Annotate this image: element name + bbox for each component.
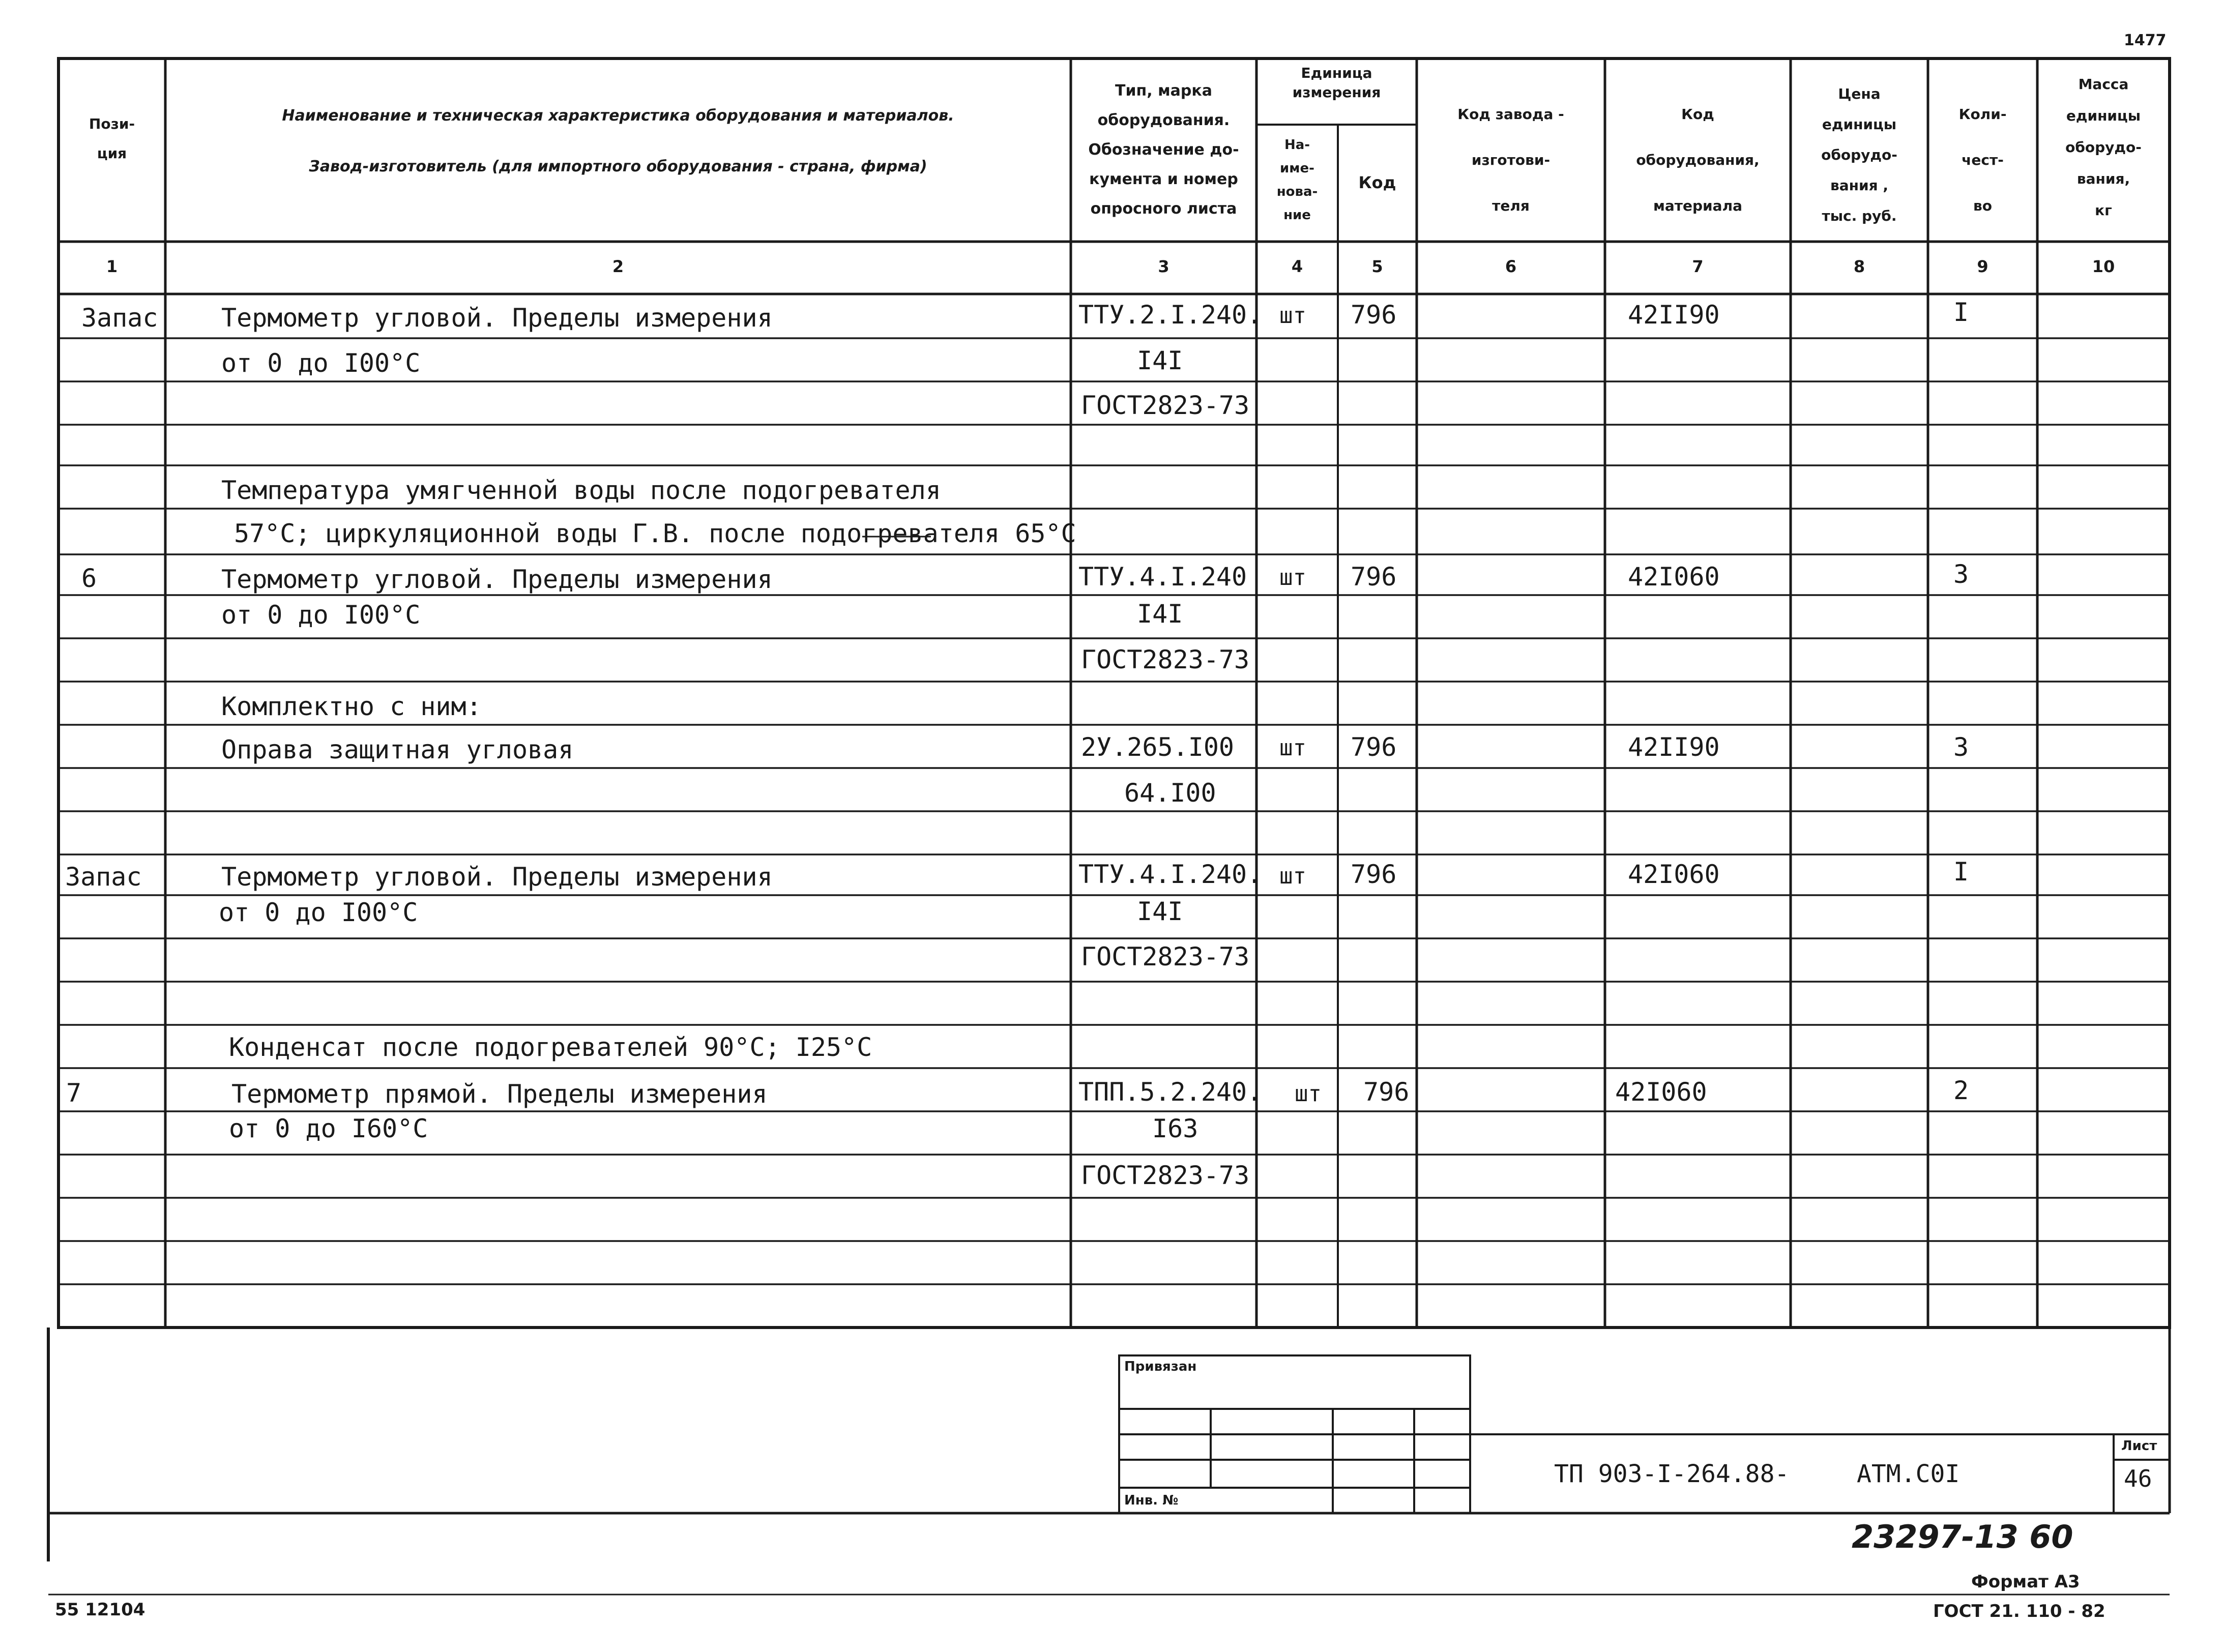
print-code: 55 12104	[55, 1600, 145, 1620]
type-cell: ТПП.5.2.240.	[1078, 1077, 1263, 1107]
position-cell: 6	[81, 564, 97, 593]
type-cell: ГОСТ2823-73	[1081, 942, 1250, 971]
equipment-code-cell: 42I060	[1628, 562, 1720, 592]
type-cell: ГОСТ2823-73	[1081, 645, 1250, 674]
type-cell: 64.I00	[1124, 778, 1216, 808]
type-cell: I4I	[1137, 599, 1183, 629]
quantity-cell: 3	[1953, 732, 1969, 762]
equipment-code-cell: 42II90	[1628, 732, 1720, 762]
header-unit-group: Единица измерения	[1292, 65, 1381, 101]
quantity-cell: I	[1953, 857, 1969, 887]
header-col7: Код оборудования, материала	[1636, 106, 1760, 214]
type-cell: ГОСТ2823-73	[1081, 391, 1250, 420]
type-cell: ТТУ.4.I.240	[1078, 562, 1247, 592]
header-col2-line2: Завод-изготовитель (для импортного оборудования - страна, фирма)	[309, 158, 927, 175]
quantity-cell: I	[1953, 298, 1969, 327]
column-number: 10	[2092, 257, 2115, 276]
header-col1: Пози- ция	[89, 115, 135, 162]
name-cell: Оправа защитная угловая	[221, 735, 574, 764]
position-cell: Запас	[81, 303, 158, 333]
unit-code-cell: 796	[1363, 1077, 1410, 1107]
header-col10: Масса единицы оборудо- вания, кг	[2065, 76, 2142, 219]
name-cell: Термометр угловой. Пределы измерения	[221, 565, 773, 594]
header-col4: На- име- нова- ние	[1276, 137, 1318, 223]
gost-label: ГОСТ 21. 110 - 82	[1933, 1601, 2105, 1621]
unit-cell: шт	[1279, 735, 1306, 761]
name-cell: Термометр угловой. Пределы измерения	[221, 862, 773, 892]
column-number: 7	[1692, 257, 1704, 276]
equipment-code-cell: 42I060	[1628, 860, 1720, 889]
position-cell: 7	[66, 1078, 82, 1108]
unit-code-cell: 796	[1351, 860, 1397, 889]
sheet-label: Лист	[2121, 1438, 2157, 1454]
column-number: 5	[1371, 257, 1383, 276]
quantity-cell: 2	[1953, 1076, 1969, 1105]
type-cell: ТТУ.4.I.240.	[1078, 860, 1263, 889]
column-number: 1	[106, 257, 118, 276]
column-number: 9	[1977, 257, 1988, 276]
name-cell: Комплектно с ним:	[221, 692, 482, 721]
unit-code-cell: 796	[1351, 562, 1397, 592]
name-cell: от 0 до I00°С	[219, 898, 418, 927]
stamp-inv-no: Инв. №	[1124, 1493, 1179, 1508]
header-col6: Код завода - изготови- теля	[1457, 106, 1564, 214]
name-cell: Конденсат после подогревателей 90°С; I25°С	[229, 1032, 872, 1062]
type-cell: ТТУ.2.I.240.	[1078, 300, 1263, 330]
title-block	[1119, 1355, 2170, 1513]
unit-code-cell: 796	[1351, 732, 1397, 762]
name-cell: Температура умягченной воды после подогревателя	[221, 476, 941, 505]
column-number: 2	[612, 257, 624, 276]
format-label: Формат А3	[1971, 1572, 2080, 1592]
stamp-privyazan: Привязан	[1124, 1359, 1197, 1374]
equipment-code-cell: 42II90	[1628, 300, 1720, 330]
header-col8: Цена единицы оборудо- вания , тыс. руб.	[1821, 85, 1897, 224]
name-cell: от 0 до I00°С	[221, 600, 421, 630]
type-cell: I4I	[1137, 897, 1183, 926]
unit-cell: шт	[1295, 1081, 1322, 1107]
column-number: 4	[1291, 257, 1303, 276]
unit-cell: шт	[1279, 565, 1306, 591]
name-cell: от 0 до I60°С	[229, 1114, 428, 1143]
equipment-code-cell: 42I060	[1615, 1077, 1707, 1107]
unit-cell: шт	[1279, 863, 1306, 889]
document-code: ТП 903-I-264.88-	[1554, 1460, 1790, 1488]
header-col3: Тип, марка оборудования. Обозначение до- кумента и номер опросного листа	[1088, 82, 1239, 218]
type-cell: ГОСТ2823-73	[1081, 1161, 1250, 1190]
quantity-cell: 3	[1953, 559, 1969, 589]
column-number: 3	[1158, 257, 1169, 276]
unit-cell: шт	[1279, 303, 1306, 329]
unit-code-cell: 796	[1351, 300, 1397, 330]
name-cell: Термометр угловой. Пределы измерения	[221, 303, 773, 333]
name-cell: от 0 до I00°С	[221, 348, 421, 378]
corner-mark: 1477	[2124, 32, 2167, 49]
column-number: 8	[1853, 257, 1865, 276]
type-cell: 2У.265.I00	[1081, 732, 1235, 762]
document-mark: АТМ.С0I	[1857, 1460, 1960, 1488]
name-cell: 57°С; циркуляционной воды Г.В. после подогревателя 65°С	[234, 519, 1076, 548]
name-cell: Термометр прямой. Пределы измерения	[231, 1079, 768, 1109]
header-col5: Код	[1358, 173, 1396, 192]
sheet-number: 46	[2124, 1465, 2152, 1492]
header-col9: Коли- чест- во	[1958, 106, 2007, 214]
type-cell: I63	[1152, 1114, 1198, 1143]
position-cell: Запас	[65, 862, 142, 892]
type-cell: I4I	[1137, 346, 1183, 375]
header-col2-line1: Наименование и техническая характеристика оборудования и материалов.	[282, 107, 954, 125]
column-number: 6	[1505, 257, 1517, 276]
handwritten-code: 23297-13 60	[1852, 1518, 2073, 1555]
